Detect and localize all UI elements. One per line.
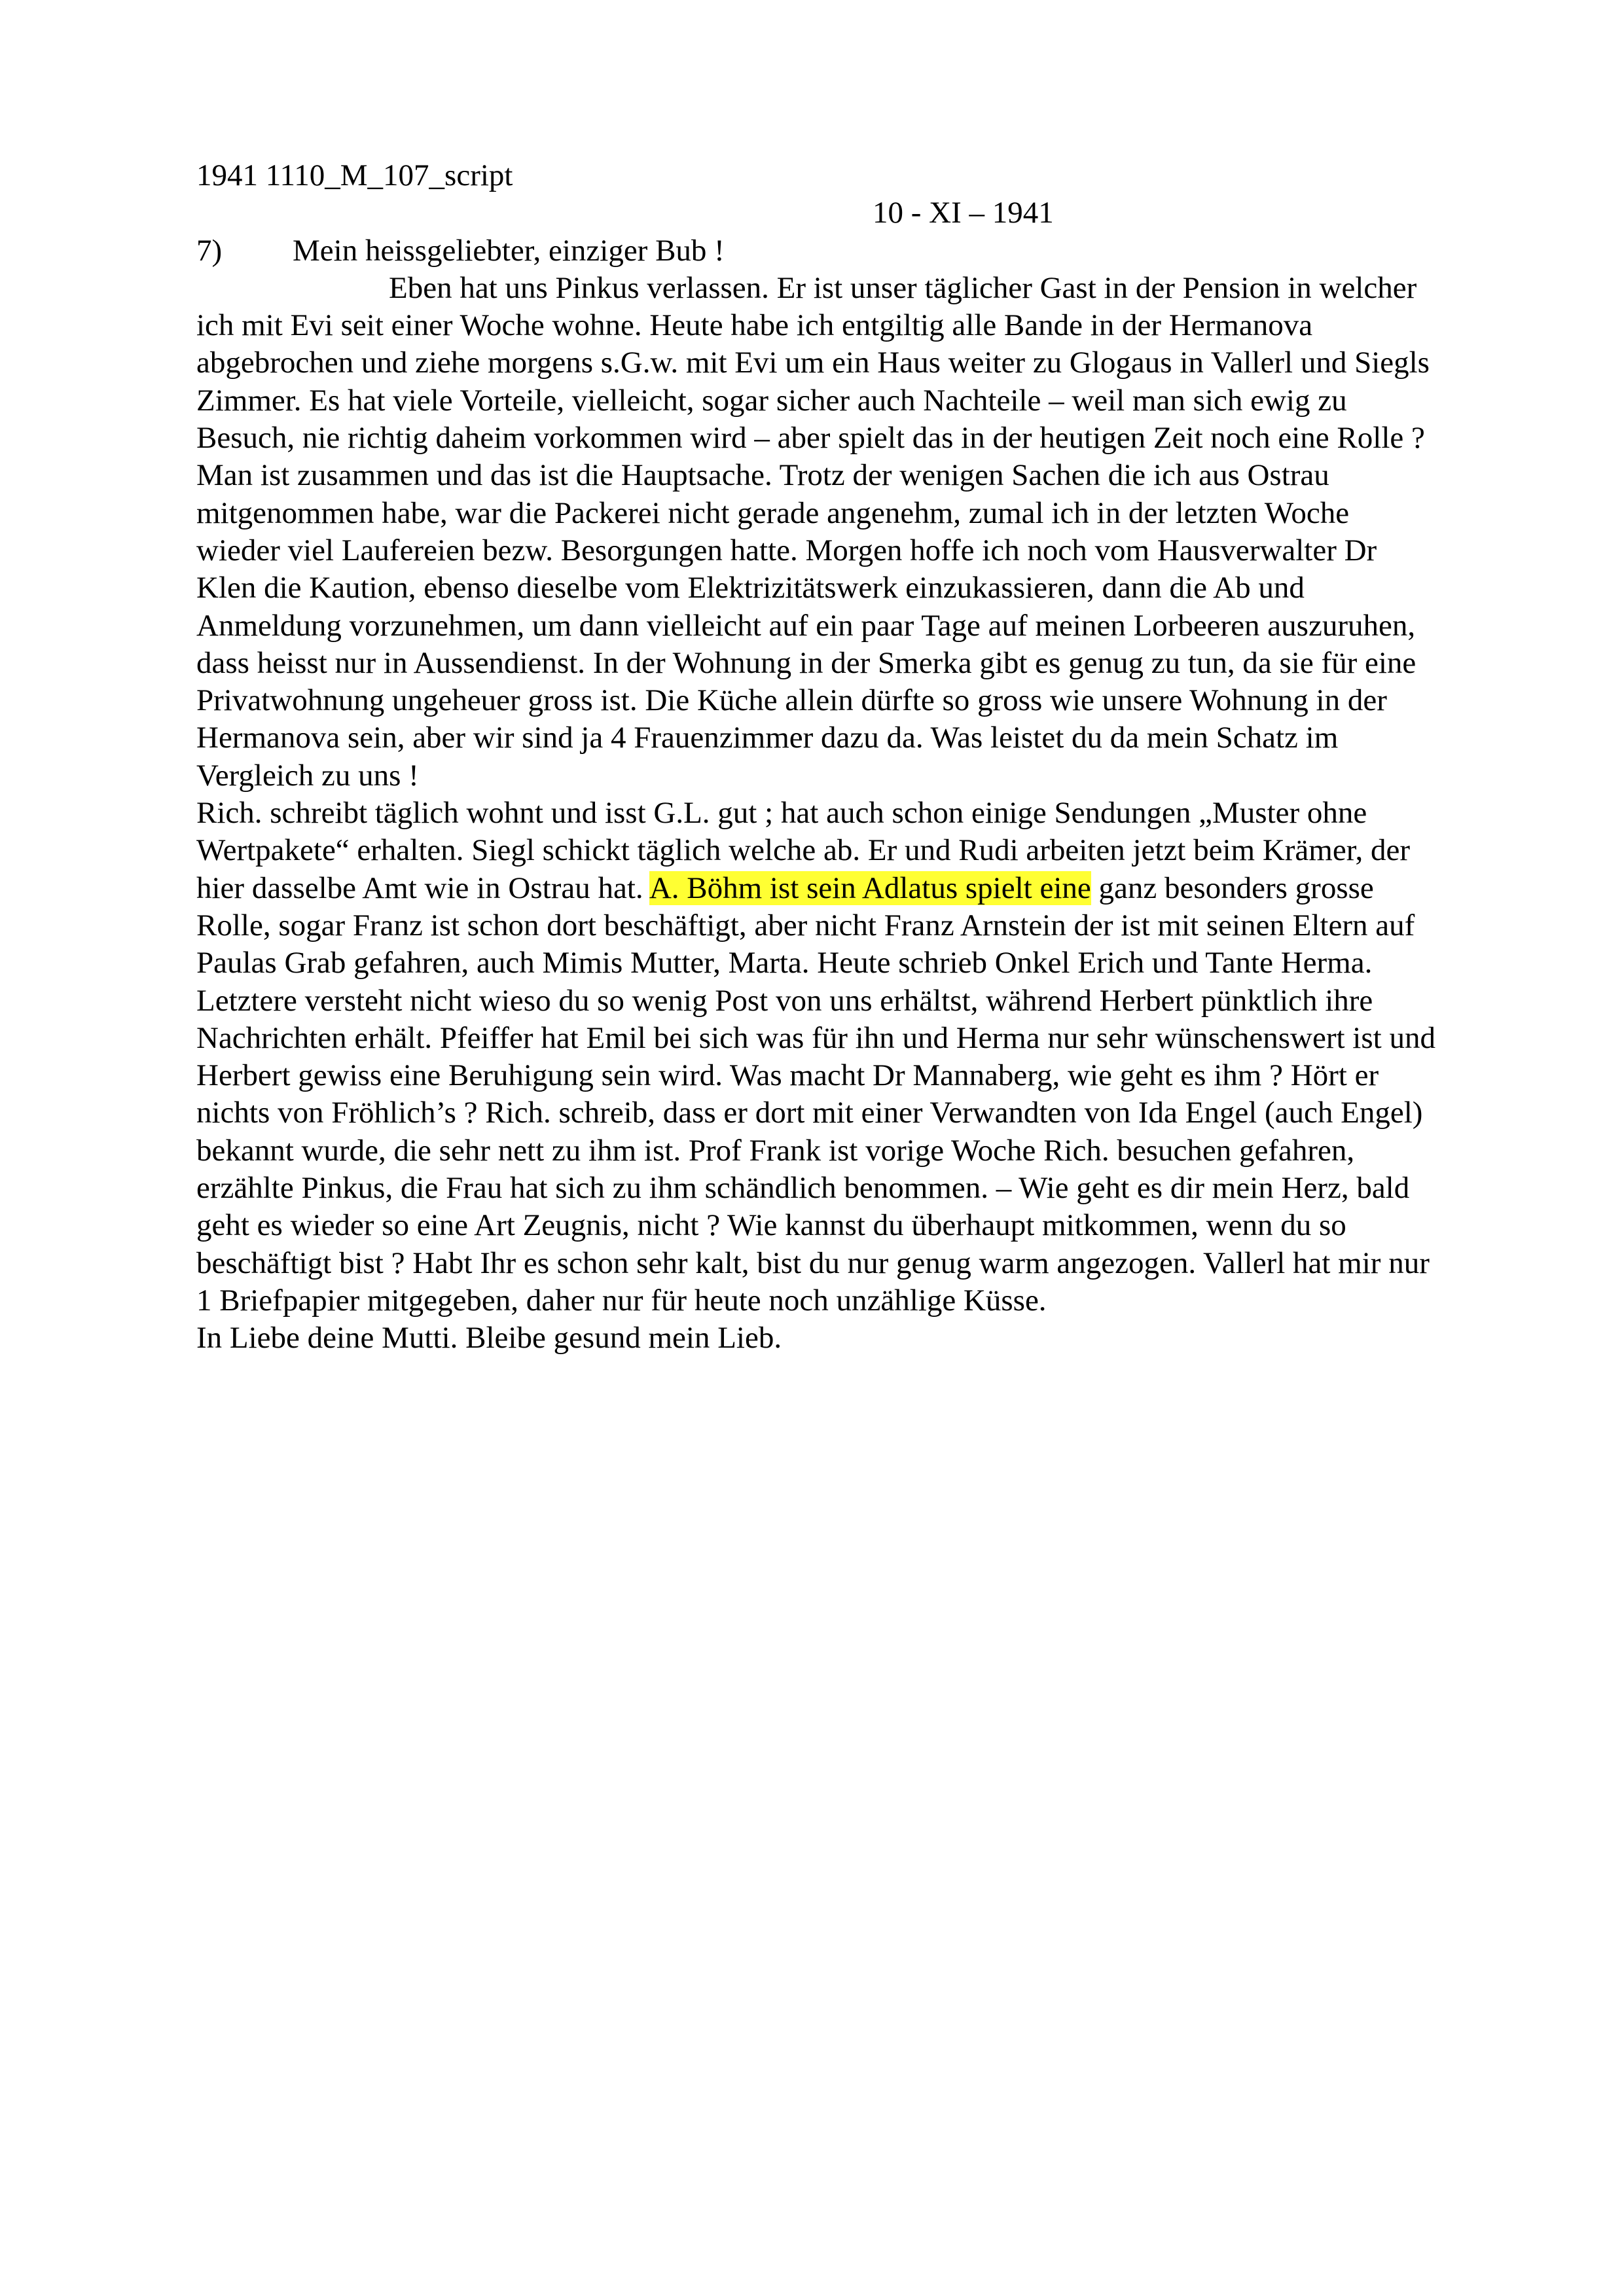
letter-date: 10 - XI – 1941 <box>873 196 1054 230</box>
body-line: Zimmer. Es hat viele Vorteile, vielleicht, sogar sicher auch Nachteile – weil man sich ewig zu <box>196 383 1347 418</box>
body-line: Hermanova sein, aber wir sind ja 4 Frauenzimmer dazu da. Was leistet du da mein Schatz im <box>196 721 1339 755</box>
body-line: beschäftigt bist ? Habt Ihr es schon sehr kalt, bist du nur genug warm angezogen. Vallerl hat mir nur <box>196 1246 1430 1280</box>
body-line: Paulas Grab gefahren, auch Mimis Mutter, Marta. Heute schrieb Onkel Erich und Tante Herma. <box>196 946 1373 980</box>
body-line: Letztere versteht nicht wieso du so wenig Post von uns erhältst, während Herbert pünktlich ihre <box>196 983 1373 1018</box>
body-line: Besuch, nie richtig daheim vorkommen wird – aber spielt das in der heutigen Zeit noch eine Rolle ? <box>196 421 1425 456</box>
body-line: Rolle, sogar Franz ist schon dort beschäftigt, aber nicht Franz Arnstein der ist mit seinen Eltern auf <box>196 908 1415 942</box>
body-line: Klen die Kaution, ebenso dieselbe vom Elektrizitätswerk einzukassieren, dann die Ab und <box>196 571 1305 605</box>
salutation <box>196 232 1545 270</box>
body-line: dass heisst nur in Aussendienst. In der Wohnung in der Smerka gibt es genug zu tun, da sie für eine <box>196 645 1416 680</box>
body-line: Nachrichten erhält. Pfeiffer hat Emil bei sich was für ihn und Herma nur sehr wünschenswert ist und <box>196 1020 1435 1055</box>
body-line: mitgenommen habe, war die Packerei nicht gerade angenehm, zumal ich in der letzten Woche <box>196 495 1350 530</box>
salutation-text: Mein heissgeliebter, einziger Bub ! <box>293 233 725 268</box>
highlight-before: hier dasselbe Amt wie in Ostrau hat. <box>196 870 649 905</box>
closing-line: In Liebe deine Mutti. Bleibe gesund mein Lieb. <box>196 1321 782 1355</box>
letter-number: 7) <box>196 233 223 268</box>
body-line: erzählte Pinkus, die Frau hat sich zu ihm schändlich benommen. – Wie geht es dir mein Herz, bald <box>196 1171 1410 1206</box>
body-line: Man ist zusammen und das ist die Hauptsache. Trotz der wenigen Sachen die ich aus Ostrau <box>196 458 1329 493</box>
body-line: wieder viel Laufereien bezw. Besorgungen hatte. Morgen hoffe ich noch vom Hausverwalter Dr <box>196 533 1377 567</box>
body-line: Rich. schreibt täglich wohnt und isst G.L. gut ; hat auch schon einige Sendungen „Muster ohne <box>196 796 1367 831</box>
highlighted-text: A. Böhm ist sein Adlatus spielt eine <box>649 870 1091 905</box>
body-line: Eben hat uns Pinkus verlassen. Er ist unser täglicher Gast in der Pension in welcher <box>389 270 1417 305</box>
body-line: abgebrochen und ziehe morgens s.G.w. mit Evi um ein Haus weiter zu Glogaus in Vallerl und Siegls <box>196 346 1430 380</box>
body-line: Herbert gewiss eine Beruhigung sein wird. Was macht Dr Mannaberg, wie geht es ihm ? Hört er <box>196 1058 1379 1093</box>
body-line: Anmeldung vorzunehmen, um dann vielleicht auf ein paar Tage auf meinen Lorbeeren auszuruhen, <box>196 608 1416 643</box>
body-line: nichts von Fröhlich’s ? Rich. schreib, dass er dort mit einer Verwandten von Ida Engel (auch Engel) <box>196 1096 1423 1130</box>
body-line: Privatwohnung ungeheuer gross ist. Die Küche allein dürfte so gross wie unsere Wohnung in der <box>196 683 1387 718</box>
body-line: 1 Briefpapier mitgegeben, daher nur für heute noch unzählige Küsse. <box>196 1283 1047 1318</box>
highlighted-body-line <box>196 870 1545 907</box>
script-id: 1941 1110_M_107_script <box>196 158 513 192</box>
body-line: ich mit Evi seit einer Woche wohne. Heute habe ich entgiltig alle Bande in der Hermanova <box>196 308 1313 343</box>
document-page <box>196 157 1545 1357</box>
highlight-after: ganz besonders grosse <box>1091 870 1374 905</box>
body-line: geht es wieder so eine Art Zeugnis, nicht ? Wie kannst du überhaupt mitkommen, wenn du so <box>196 1208 1346 1243</box>
body-line: Vergleich zu uns ! <box>196 758 419 793</box>
body-line: Wertpakete“ erhalten. Siegl schickt täglich welche ab. Er und Rudi arbeiten jetzt beim Krämer, der <box>196 833 1410 868</box>
body-line: bekannt wurde, die sehr nett zu ihm ist. Prof Frank ist vorige Woche Rich. besuchen gefahren, <box>196 1133 1355 1168</box>
